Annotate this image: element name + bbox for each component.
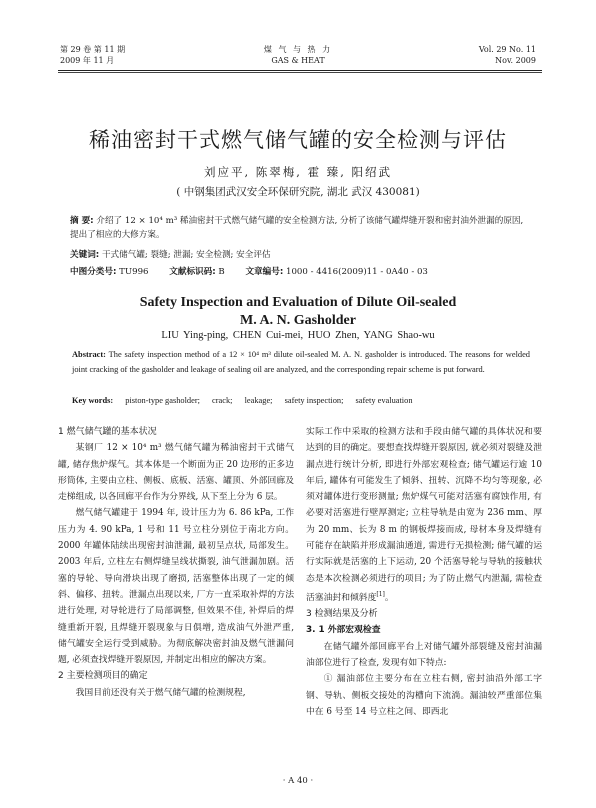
- section-2-paragraph-1: 我国目前还没有关于燃气储气罐的检测规程,: [75, 687, 246, 698]
- journal-volume-issue-en: [479, 44, 536, 66]
- keywords-cn-label: 关键词:: [70, 250, 100, 260]
- section-1-paragraph-1: 某钢厂 12 × 10⁴ m³ 燃气储气罐为稀油密封干式储气罐, 储存焦炉煤气。其本体是一个断面为正 20 边形的正多边形筒体, 主要由立柱、侧板、底板、活塞、罐顶、外部回廊及走梯组成, 以各回廊平台作为分界线, 从下至上分为 6 层。: [58, 443, 294, 503]
- abstract-cn: [70, 214, 530, 242]
- issue-date-line: 2009 年 11 月: [60, 56, 115, 65]
- keyword-en: safety evaluation: [355, 396, 413, 405]
- abstract-cn-text: 介绍了 12 × 10⁴ m³ 稀油密封干式燃气储气罐的安全检测方法, 分析了该储气罐焊缝开裂和密封油外泄漏的原因, 提出了相应的大修方案。: [70, 216, 524, 240]
- section-3-heading: 3 检测结果及分析: [306, 609, 378, 620]
- page-number: · A 40 ·: [282, 776, 314, 786]
- abstract-en: [72, 348, 530, 377]
- authors-cn: 刘应平, 陈翠梅, 霍 臻, 阳绍武: [203, 165, 393, 179]
- document-code-label: 文献标识码:: [169, 267, 216, 277]
- keywords-cn-text: 干式储气罐; 裂缝; 泄漏; 安全检测; 安全评估: [99, 250, 271, 260]
- keyword-en: safety inspection;: [284, 396, 344, 405]
- section-1-heading: 1 燃气储气罐的基本状况: [58, 427, 157, 437]
- section-3-1-paragraph-2: ① 漏油部位主要分布在立柱右侧, 密封油沿外部工字钢、导轨、侧板交接处的沟槽向下流淌。漏油较严重部位集中在 6 号至 14 号立柱之间、即西北: [306, 674, 542, 717]
- abstract-cn-label: 摘 要:: [70, 216, 94, 226]
- volume-issue-en-line: Vol. 29 No. 11: [478, 45, 536, 54]
- classification-row: [70, 265, 540, 277]
- article-number-label: 文章编号:: [245, 267, 284, 277]
- clc-number: [70, 267, 149, 277]
- journal-name-cn: 煤 气 与 热 力: [263, 45, 333, 54]
- body-column-right: [306, 424, 542, 720]
- article-title-cn: 稀油密封干式燃气储气罐的安全检测与评估: [89, 128, 507, 152]
- issue-date-en-line: Nov. 2009: [495, 56, 536, 65]
- section-2-heading: 2 主要检测项目的确定: [58, 671, 148, 682]
- keywords-en: [72, 396, 532, 405]
- volume-issue-line: 第 29 卷 第 11 期: [60, 45, 126, 54]
- section-2-paragraph-continued: [306, 424, 542, 606]
- section-3-1-heading: 3. 1 外部宏观检查: [306, 625, 381, 636]
- journal-name-en: GAS & HEAT: [271, 56, 325, 65]
- header-rule: [58, 70, 542, 71]
- keywords-en-label: Key words:: [72, 396, 114, 405]
- keyword-en: piston-type gasholder;: [125, 396, 200, 405]
- section-3-1-paragraph-1: 在储气罐外部回廊平台上对储气罐外部裂缝及密封油漏油部位进行了检查, 发现有如下特点:: [306, 641, 542, 669]
- keyword-en: leakage;: [244, 396, 273, 405]
- document-code: [169, 267, 224, 277]
- section-1-paragraph-2: 燃气储气罐建于 1994 年, 设计压力为 6. 86 kPa, 工作压力为 4. 90 kPa, 1 号和 11 号立柱分别位于南北方向。2000 年罐体陆续出现密封油泄漏, 最初呈点状, 局部发生。2003 年后, 立柱左右侧焊缝呈线状撕裂, 油气泄漏加剧。活塞的导轮、导向滑块出现了磨损, 活塞整体出现了一定的倾斜、偏移、扭转。泄漏点出现以来, 厂方一直采取补焊的方法进行处理, 对导轮进行了局部调整, 但效果不佳, 补焊后的焊缝重新开裂, 且焊缝开裂现象与日俱增, 造成油气外泄严重, 储气罐安全运行受到威胁。为彻底解决密封油及燃气泄漏问题, 必须查找焊缝开裂原因, 并制定出相应的解决方案。: [58, 508, 294, 666]
- abstract-en-text: The safety inspection method of a 12 × 10⁴ m³ dilute oil-sealed M. A. N. gasholder is introduced. The reasons for welded joint cracking of the gasholder and leakage of sealing oil are analyzed, and the corresponding repair scheme is put forward.: [72, 350, 530, 374]
- keywords-cn: [70, 248, 540, 260]
- article-title-en: [0, 294, 596, 330]
- abstract-en-label: Abstract:: [72, 350, 106, 359]
- document-code-value: B: [215, 267, 225, 277]
- affiliation-cn: ( 中钢集团武汉安全环保研究院, 湖北 武汉 430081): [176, 186, 420, 198]
- section-2-continued-text: 实际工作中采取的检测方法和手段由储气罐的具体状况和要达到的目的确定。要想查找焊缝开裂原因, 就必须对裂缝及泄漏点进行统计分析, 即进行外部宏观检查; 储气罐运行逾 10 年后, 罐体有可能发生了倾斜、扭转、沉降不均匀等现象, 必须对罐体进行变形测量; 焦炉煤气可能对活塞有腐蚀作用, 有必要对活塞进行壁厚测定; 立柱导轨是由宽为 236 mm、厚为 20 mm、长为 8 m 的钢板焊接而成, 母材本身及焊缝有可能存在缺陷并形成漏油通道, 需进行无损检测; 储气罐的运行实际就是活塞的上下运动, 20 个活塞导轮与导轨的接触状态是本次检测必须进行的项目; 为了防止燃气内泄漏, 需检查活塞油封和倾斜度: [306, 427, 542, 603]
- article-number-value: 1000 - 4416(2009)11 - 0A40 - 03: [283, 267, 428, 277]
- clc-value: TU996: [116, 267, 149, 277]
- clc-label: 中图分类号:: [70, 267, 117, 277]
- citation-ref: [1]: [376, 590, 385, 598]
- keyword-en: crack;: [212, 396, 233, 405]
- sentence-end: 。: [384, 592, 394, 603]
- header-rule-thin: [58, 72, 542, 73]
- authors-en: LIU Ying-ping, CHEN Cui-mei, HUO Zhen, YANG Shao-wu: [161, 330, 435, 341]
- article-number: [245, 267, 427, 277]
- title-en-line1: Safety Inspection and Evaluation of Dilute Oil-sealed: [139, 295, 457, 310]
- body-column-left: [58, 424, 294, 701]
- title-en-line2: M. A. N. Gasholder: [240, 313, 356, 328]
